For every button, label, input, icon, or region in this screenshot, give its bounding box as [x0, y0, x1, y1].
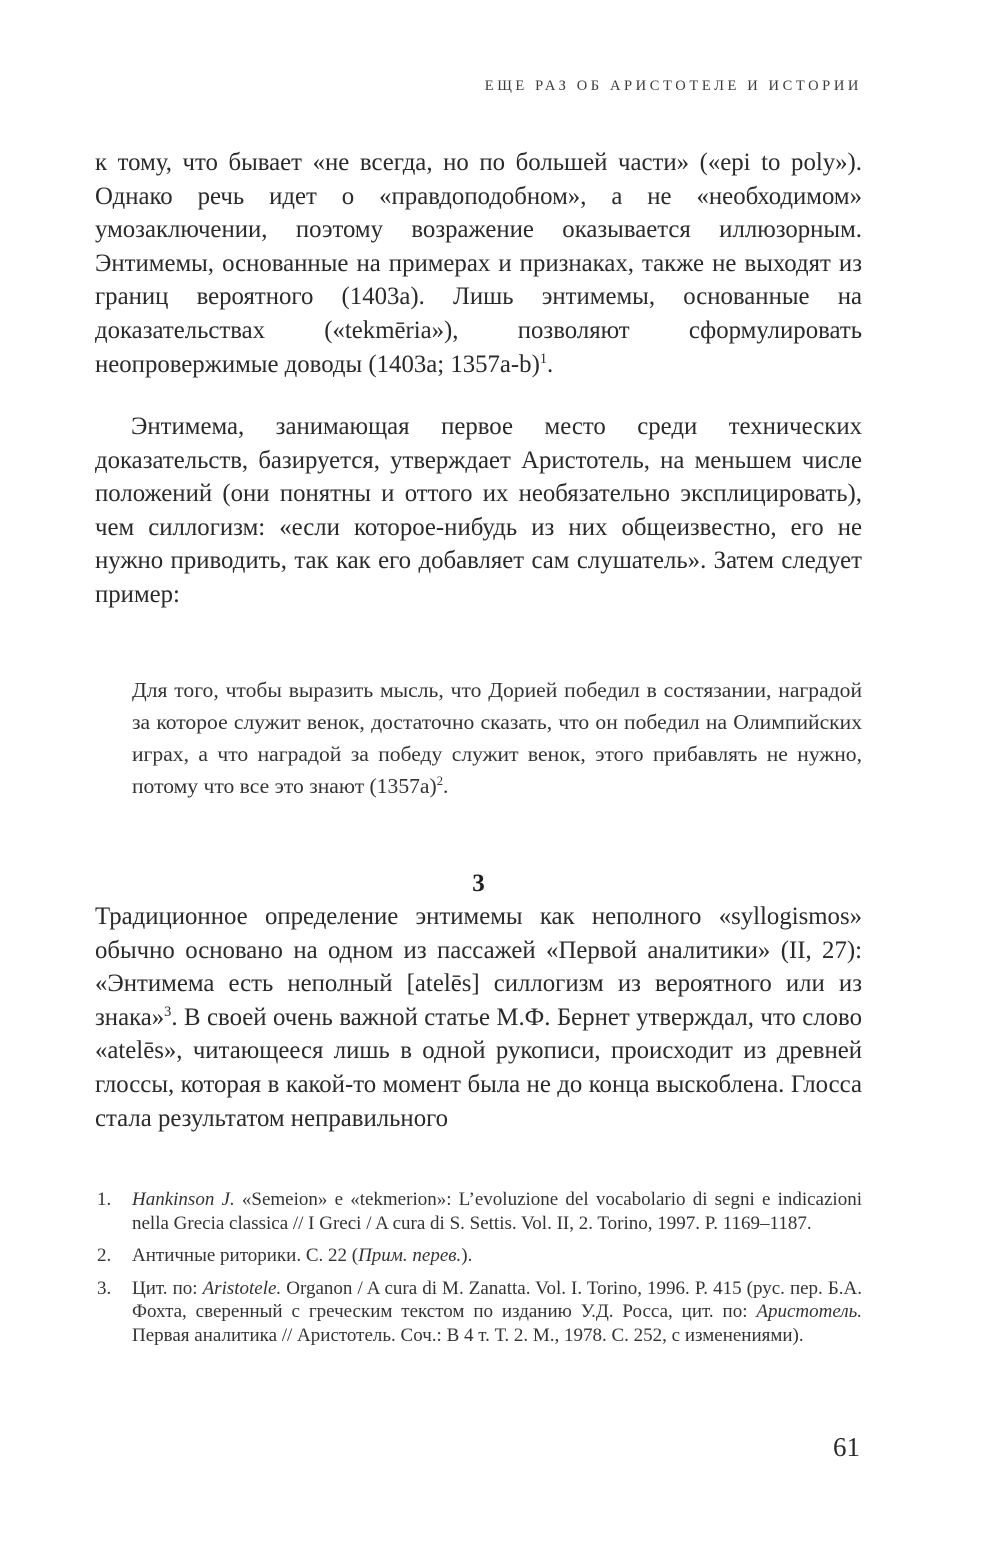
- paragraph-2-text: Энтимема, занимающая первое место среди технических доказательств, базируется, утверждает Аристотель, на меньшем числе положений (они понятны и оттого их необязательно эксплицировать), чем силлогизм: «если которое-нибудь из них общеизвестно, его не нужно приводить, так как его добавляет сам слушатель». Затем следует пример:: [95, 413, 862, 608]
- footnote-ref-2[interactable]: 2: [436, 774, 443, 789]
- page-number: 61: [833, 1432, 860, 1462]
- footnotes: [97, 1188, 862, 1357]
- footnote-ref-1[interactable]: 1: [539, 350, 548, 367]
- block-quote-text: Для того, чтобы выразить мысль, что Дорией победил в состязании, наградой за которое служит венок, достаточно сказать, что он победил на Олимпийских играх, а что наградой за победу служит венок, этого прибавлять не нужно, потому что все это знают (1357a): [132, 678, 862, 798]
- paragraph-2: [95, 410, 862, 612]
- footnote-ref-3[interactable]: 3: [164, 1003, 172, 1020]
- footnote-2: 2. Античные риторики. С. 22 (Прим. перев.).: [97, 1245, 473, 1267]
- section-text-a: Традиционное определение энтимемы как неполного «syllogismos» обычно основано на одном из пассажей «Первой аналитики» (II, 27): «Энтимема есть неполный [atelēs] силлогизм из вероятного или из знака»: [95, 903, 862, 1031]
- section-text-b: . В своей очень важной статье М.Ф. Бернет утверждал, что слово «atelēs», читающееся лишь в одной рукописи, происходит из древней глоссы, которая в какой-то момент была не до конца выскоблена. Глосса стала результатом неправильного: [95, 1003, 862, 1132]
- footnote-1-author: Hankinson J.: [132, 1189, 235, 1210]
- paragraph-1-text: к тому, что бывает «не всегда, но по большей части» («epi to poly»). Однако речь идет о «правдоподобном», а не «необходимом» умозаключении, поэтому возражение оказывается иллюзорным. Энтимемы, основанные на примерах и признаках, также не выходят из границ вероятного (1403a). Лишь энтимемы, основанные на доказательствах («tekmēria»), позволяют сформулировать неопровержимые доводы (1403a; 1357a-b): [95, 149, 862, 378]
- block-quote: Для того, чтобы выразить мысль, что Дорией победил в состязании, наградой за которое служит венок, достаточно сказать, что он победил на Олимпийских играх, а что наградой за победу служит венок, этого прибавлять не нужно, потому что все это знают $(1357a)^2$.: [132, 678, 862, 798]
- section-paragraph: [95, 900, 862, 1135]
- paragraph-1: к тому, что бывает «не всегда, но по большей части» («epi to poly»). Однако речь идет о «правдоподобном», а не «необходимом» умозаключении, поэтому возражение оказывается иллюзорным. Энтимемы, основанные на примерах и признаках, также не выходят из границ вероятного (1403a). Лишь энтимемы, основанные на доказательствах («tekmēria»), позволяют сформулировать неопровержимые доводы (1403a; 1357a-b)$^1$.: [95, 149, 862, 378]
- footnote-1: 1. Hankinson J. «Semeion» e «tekmerion»: L’evoluzione del vocabolario di segni e indicazioni nella Grecia classica // I Greci / A cura di S. Settis. Vol. II, 2. Torino, 1997. P. 1169–1187.: [97, 1189, 862, 1234]
- section-number: 3: [472, 870, 485, 897]
- running-head: ЕЩЕ РАЗ ОБ АРИСТОТЕЛЕ И ИСТОРИИ: [484, 78, 862, 94]
- footnote-3: 3. Цит. по: Aristotele. Organon / A cura di M. Zanatta. Vol. I. Torino, 1996. P. 415 (рус. пер. Б.А. Фохта, сверенный с греческим текстом по изданию У.Д. Росса, цит. по: Аристотель. Первая аналитика // Аристотель. Соч.: В 4 т. Т. 2. М., 1978. С. 252, с изменениями).: [97, 1277, 862, 1346]
